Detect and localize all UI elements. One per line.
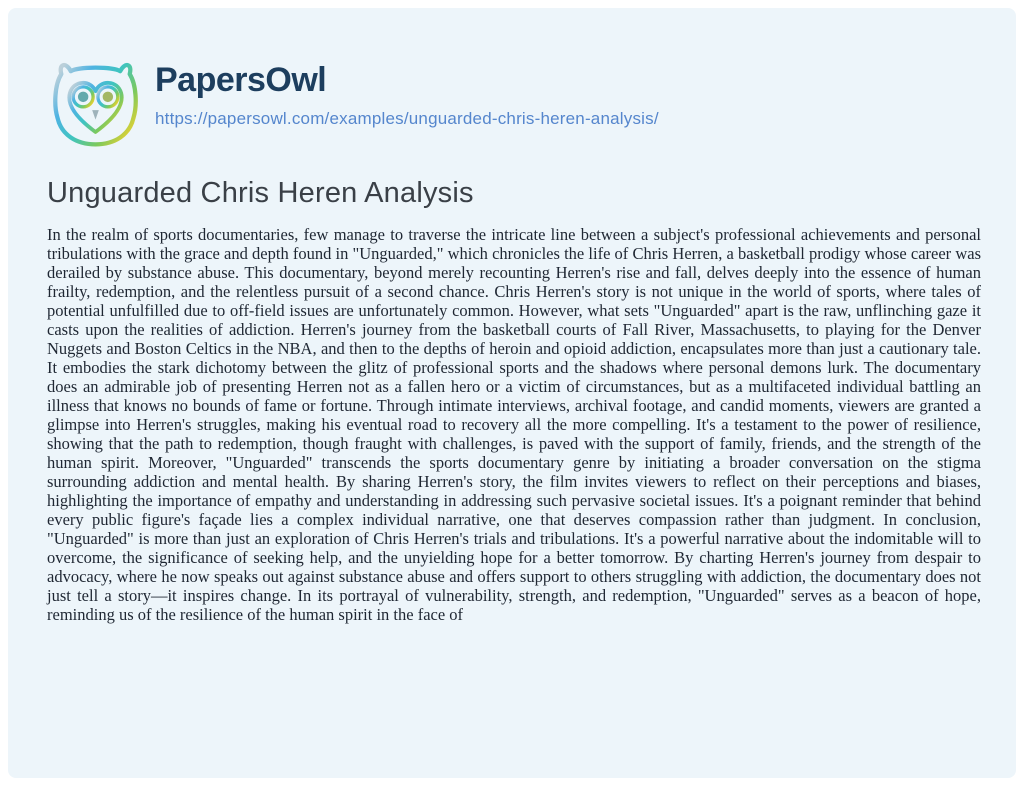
papersowl-logo <box>48 56 143 151</box>
brand-block <box>155 56 659 129</box>
page-panel <box>8 8 1016 778</box>
site-header <box>48 56 977 151</box>
owl-icon <box>48 56 143 151</box>
page-title: Unguarded Chris Heren Analysis <box>47 177 474 209</box>
brand-name: PapersOwl <box>155 61 327 99</box>
source-url: https://papersowl.com/examples/unguarded-chris-heren-analysis/ <box>155 109 659 129</box>
essay-body-text: In the realm of sports documentaries, few manage to traverse the intricate line between a subject's professional achievements and personal tribulations with the grace and depth found in "Unguarded," which chronicles the life of Chris Herren, a basketball prodigy whose career was derailed by substance abuse. This documentary, beyond merely recounting Herren's rise and fall, delves deeply into the essence of human frailty, redemption, and the relentless pursuit of a second chance. Chris Herren's story is not unique in the world of sports, where tales of potential unfulfilled due to off-field issues are unfortunately common. However, what sets "Unguarded" apart is the raw, unflinching gaze it casts upon the realities of addiction. Herren's journey from the basketball courts of Fall River, Massachusetts, to playing for the Denver Nuggets and Boston Celtics in the NBA, and then to the depths of heroin and opioid addiction, encapsulates more than just a cautionary tale. It embodies the stark dichotomy between the glitz of professional sports and the shadows where personal demons lurk. The documentary does an admirable job of presenting Herren not as a fallen hero or a victim of circumstances, but as a multifaceted individual battling an illness that knows no bounds of fame or fortune. Through intimate interviews, archival footage, and candid moments, viewers are granted a glimpse into Herren's struggles, making his eventual road to recovery all the more compelling. It's a testament to the power of resilience, showing that the path to redemption, though fraught with challenges, is paved with the support of family, friends, and the strength of the human spirit. Moreover, "Unguarded" transcends the sports documentary genre by initiating a broader conversation on the stigma surrounding addiction and mental health. By sharing Herren's story, the film invites viewers to reflect on their perceptions and biases, highlighting the importance of empathy and understanding in addressing such pervasive societal issues. It's a poignant reminder that behind every public figure's façade lies a complex individual narrative, one that deserves compassion rather than judgment. In conclusion, "Unguarded" is more than just an exploration of Chris Herren's trials and tribulations. It's a powerful narrative about the indomitable will to overcome, the significance of seeking help, and the unyielding hope for a better tomorrow. By charting Herren's journey from despair to advocacy, where he now speaks out against substance abuse and offers support to others struggling with addiction, the documentary does not just tell a story—it inspires change. In its portrayal of vulnerability, strength, and redemption, "Unguarded" serves as a beacon of hope, reminding us of the resilience of the human spirit in the face of <box>47 225 981 624</box>
